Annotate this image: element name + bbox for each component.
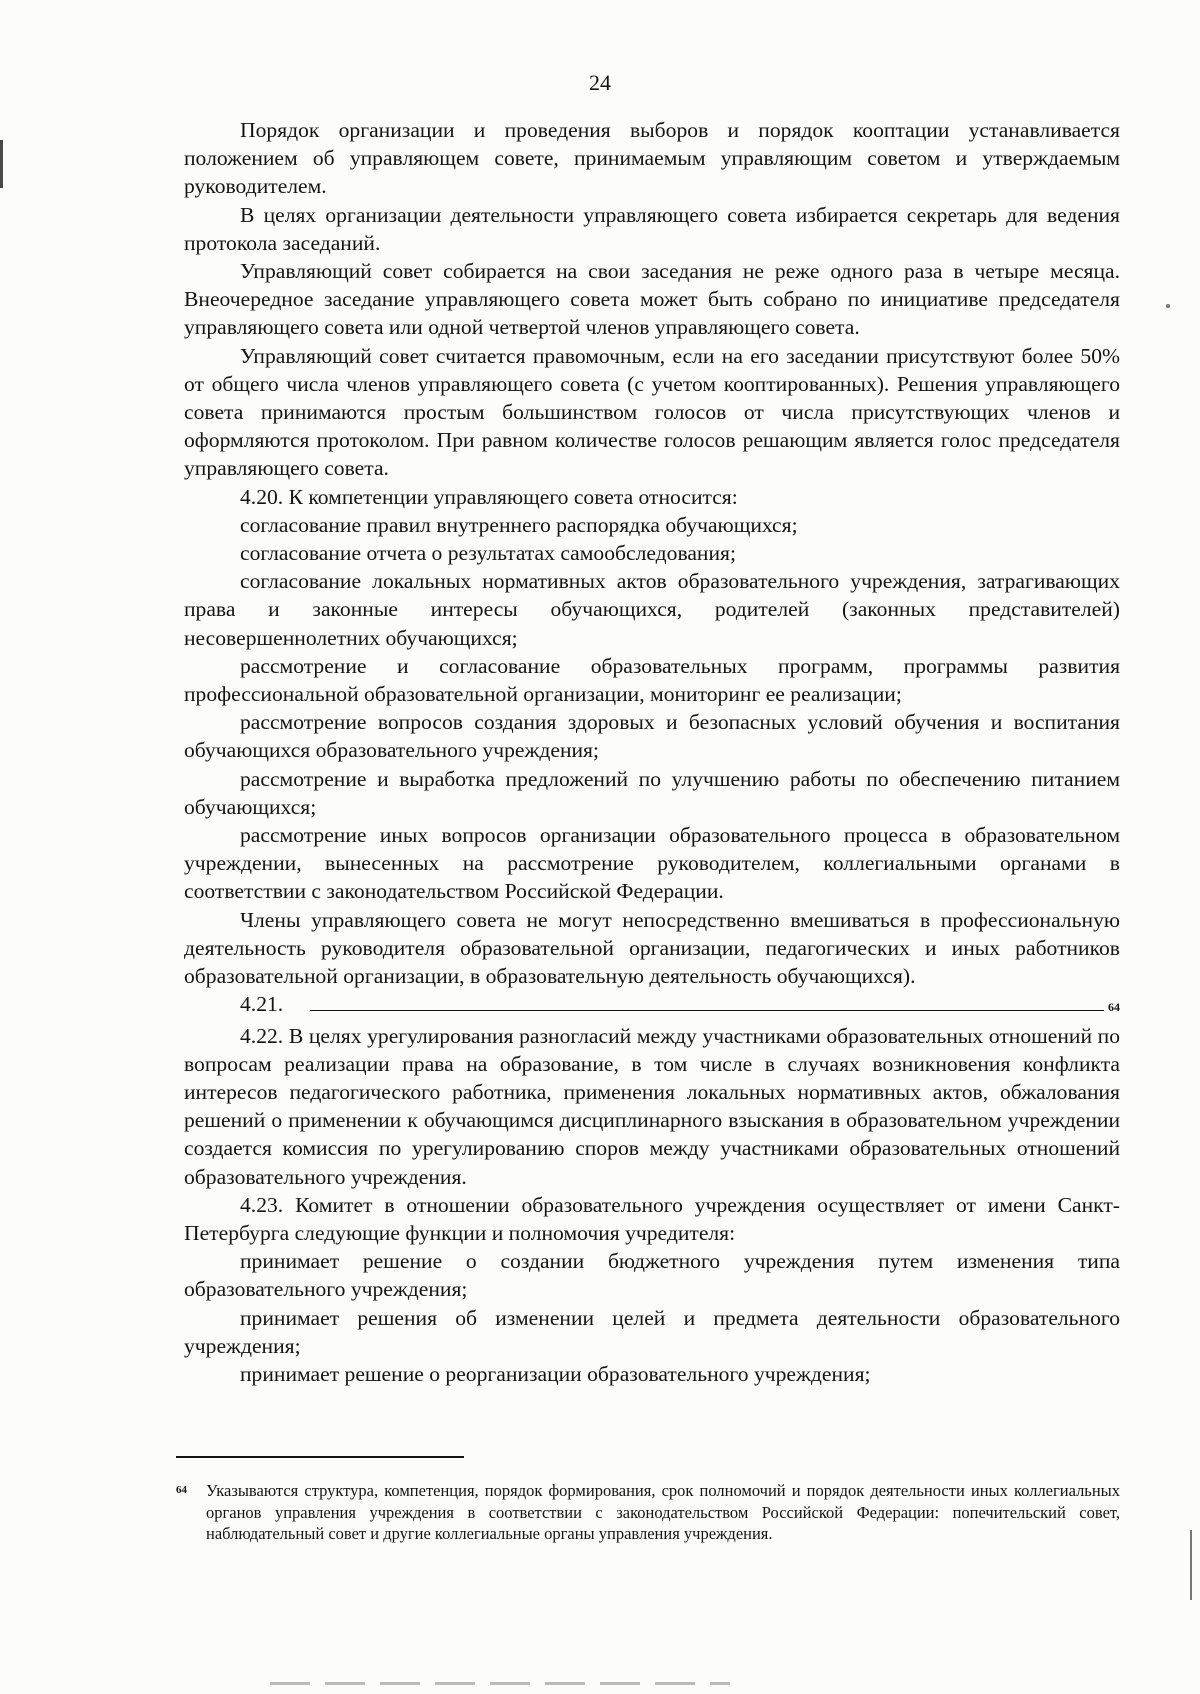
footnote-reference[interactable]: 64 xyxy=(1108,1000,1120,1015)
footnote-divider xyxy=(176,1456,464,1458)
paragraph: рассмотрение иных вопросов организации образовательного процесса в образовательном учреждении, вынесенных на рассмотрение руководителем, коллегиальными органами в соответствии с законодательством Российской Федерации. xyxy=(184,823,1120,904)
paragraph: принимает решение о создании бюджетного учреждения путем изменения типа образовательного учреждения; xyxy=(184,1249,1120,1302)
scan-artifact-right xyxy=(1190,1530,1192,1600)
document-body xyxy=(184,116,1120,1388)
item-number: 4.21. xyxy=(240,992,284,1017)
footnote-text: Указываются структура, компетенция, порядок формирования, срок полномочий и порядок деятельности иных коллегиальных органов управления учреждения в соответствии с законодательством Российской Федерации: попечительский совет, наблюдательный совет и другие коллегиальные органы управления учреждения. xyxy=(206,1481,1120,1543)
footnote xyxy=(176,1480,1120,1545)
paragraph: принимает решения об изменении целей и предмета деятельности образовательного учреждения; xyxy=(184,1305,1120,1358)
paragraph: согласование отчета о результатах самообследования; xyxy=(240,541,736,566)
paragraph: В целях организации деятельности управляющего совета избирается секретарь для ведения протокола заседаний. xyxy=(184,202,1120,255)
paragraph: 4.23. Комитет в отношении образовательного учреждения осуществляет от имени Санкт-Петербурга следующие функции и полномочия учредителя: xyxy=(184,1192,1120,1245)
footnote-mark: 64 xyxy=(176,1484,187,1496)
page-number: 24 xyxy=(589,70,611,95)
blank-fill-line xyxy=(310,992,1104,1011)
scan-artifact-bottom xyxy=(270,1682,730,1685)
paragraph: согласование правил внутреннего распорядка обучающихся; xyxy=(240,512,798,537)
paragraph: Члены управляющего совета не могут непосредственно вмешиваться в профессиональную деятельность руководителя образовательной организации, педагогических и иных работников образовательной организации, в образовательную деятельность обучающихся). xyxy=(184,907,1120,989)
paragraph: 4.22. В целях урегулирования разногласий между участниками образовательных отношений по вопросам реализации права на образование, в том числе в случаях возникновения конфликта интересов педагогического работника, применения локальных нормативных актов, обжалования решений о применении к обучающимся дисциплинарного взыскания в образовательном учреждении создается комиссия по урегулированию споров между участниками образовательных отношений образовательного учреждения. xyxy=(184,1023,1120,1189)
paragraph: рассмотрение вопросов создания здоровых и безопасных условий обучения и воспитания обучающихся образовательного учреждения; xyxy=(184,710,1120,763)
scan-artifact-dot xyxy=(1166,304,1170,308)
paragraph: Порядок организации и проведения выборов и порядок кооптации устанавливается положением об управляющем совете, принимаемым управляющим советом и утверждаемым руководителем. xyxy=(184,118,1120,199)
paragraph: согласование локальных нормативных актов образовательного учреждения, затрагивающих права и законные интересы обучающихся, родителей (законных представителей) несовершеннолетних обучающихся; xyxy=(184,569,1120,650)
paragraph: рассмотрение и выработка предложений по улучшению работы по обеспечению питанием обучающихся; xyxy=(184,766,1120,819)
item-4-21-blank xyxy=(184,990,1120,1021)
paragraph: 4.20. К компетенции управляющего совета относится: xyxy=(240,484,738,509)
paragraph: Управляющий совет собирается на свои заседания не реже одного раза в четыре месяца. Внеочередное заседание управляющего совета может быть собрано по инициативе председателя управляющего совета или одной четвертой членов управляющего совета. xyxy=(184,259,1120,340)
paragraph: рассмотрение и согласование образовательных программ, программы развития профессиональной образовательной организации, мониторинг ее реализации; xyxy=(184,653,1120,707)
scan-artifact-left xyxy=(0,140,3,188)
paragraph: Управляющий совет считается правомочным, если на его заседании присутствуют более 50% от общего числа членов управляющего совета (с учетом кооптированных). Решения управляющего совета принимаются простым большинством голосов от числа присутствующих членов и оформляются протоколом. При равном количестве голосов решающим является голос председателя управляющего совета. xyxy=(184,343,1120,481)
paragraph: принимает решение о реорганизации образовательного учреждения; xyxy=(240,1361,871,1386)
